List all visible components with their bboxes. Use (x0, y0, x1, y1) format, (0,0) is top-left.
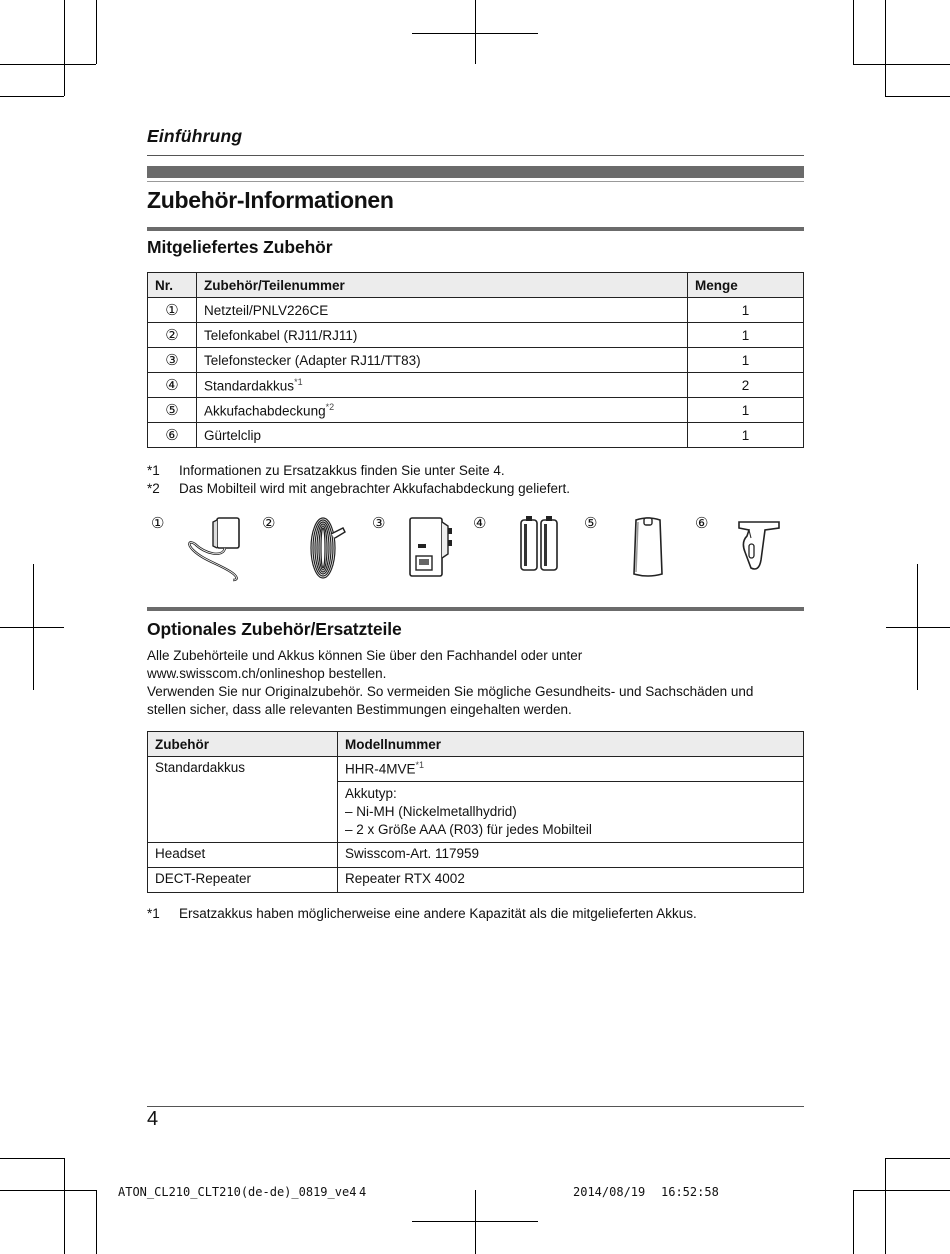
crop-mark (853, 1190, 854, 1254)
row-qty: 2 (688, 373, 804, 398)
footer-rule (147, 1106, 804, 1107)
title-bar (147, 166, 804, 178)
crop-mark (885, 1158, 886, 1254)
footnote-key: *1 (147, 906, 160, 921)
footnote-text: Das Mobilteil wird mit angebrachter Akkufachabdeckung geliefert. (179, 481, 570, 496)
row-qty: 1 (688, 348, 804, 373)
crop-mark (885, 0, 886, 96)
model-number (338, 757, 804, 782)
column-header-model: Modellnummer (338, 732, 804, 757)
model-number: Repeater RTX 4002 (338, 868, 804, 893)
row-item (197, 348, 688, 373)
crop-mark (96, 0, 97, 64)
item-name: Standardakkus (204, 378, 295, 394)
battery-type-line: – 2 x Größe AAA (R03) für jedes Mobilteil (345, 822, 592, 837)
figure-label: ④ (473, 515, 487, 532)
crop-mark (64, 1158, 65, 1254)
footnote-ref: *2 (325, 401, 335, 412)
header-rule (147, 155, 804, 156)
crop-mark (0, 64, 96, 65)
page-number: 4 (147, 1108, 159, 1130)
item-name: Akkufachabdeckung (204, 403, 326, 419)
row-number: ⑥ (148, 423, 197, 448)
supplied-table (147, 272, 804, 448)
row-item (197, 298, 688, 323)
crop-mark (853, 1190, 950, 1191)
table-row (148, 298, 804, 323)
footnote-text: Informationen zu Ersatzakkus finden Sie unter Seite 4. (179, 463, 505, 478)
paragraph-line: Verwenden Sie nur Originalzubehör. So vermeiden Sie mögliche Gesundheits- und Sachschäden und (147, 684, 754, 699)
crop-mark (64, 0, 65, 96)
phone-cable-icon (305, 514, 349, 586)
column-header-qty: Menge (688, 273, 804, 298)
crop-mark (853, 64, 950, 65)
crop-mark (885, 1158, 950, 1159)
section-header: Einführung (147, 126, 243, 146)
figure-label: ③ (372, 515, 386, 532)
row-item (197, 423, 688, 448)
row-qty: 1 (688, 323, 804, 348)
accessory-name: Standardakkus (148, 757, 338, 843)
row-item (197, 398, 688, 423)
title-bar-rule (147, 181, 804, 182)
crop-mark (886, 627, 950, 628)
footnote-ref: *1 (415, 760, 425, 770)
figure-label: ① (151, 515, 165, 532)
print-date: 2014/08/19 (573, 1185, 646, 1199)
paragraph-line: Alle Zubehörteile und Akkus können Sie über den Fachhandel oder unter (147, 648, 583, 663)
accessory-name: Headset (148, 843, 338, 868)
print-time: 16:52:58 (661, 1185, 719, 1199)
crop-mark (96, 1190, 97, 1254)
optional-table (147, 731, 804, 893)
footnote-text: Ersatzakkus haben möglicherweise eine andere Kapazität als die mitgelieferten Akkus. (179, 906, 697, 921)
paragraph-line: stellen sicher, dass alle relevanten Bestimmungen eingehalten werden. (147, 702, 572, 717)
battery-type-line: – Ni-MH (Nickelmetallhydrid) (345, 804, 517, 819)
row-number: ⑤ (148, 398, 197, 423)
item-name: Telefonstecker (Adapter RJ11/TT83) (204, 352, 421, 368)
row-item (197, 323, 688, 348)
table-row (148, 757, 804, 782)
crop-mark (0, 627, 64, 628)
figure-label: ② (262, 515, 276, 532)
page-title: Zubehör-Informationen (147, 187, 394, 213)
battery-type (338, 782, 804, 843)
crop-mark (412, 1221, 538, 1222)
row-qty: 1 (688, 298, 804, 323)
print-file-name: ATON_CL210_CLT210(de-de)_0819_ve4 (118, 1185, 357, 1199)
table-row (148, 348, 804, 373)
row-number: ④ (148, 373, 197, 398)
item-name: Gürtelclip (204, 427, 262, 443)
ac-adapter-icon (185, 514, 247, 584)
subsection-rule (147, 227, 804, 231)
row-item (197, 373, 688, 398)
crop-mark (475, 0, 476, 64)
footnote-ref: *1 (294, 376, 303, 387)
item-name: Netzteil/PNLV226CE (204, 302, 329, 318)
accessory-name: DECT-Repeater (148, 868, 338, 893)
crop-mark (412, 33, 538, 34)
belt-clip-icon (735, 514, 785, 574)
crop-mark (853, 0, 854, 64)
battery-cover-icon (628, 514, 668, 580)
table-header-row (148, 732, 804, 757)
figure-label: ⑥ (695, 515, 709, 532)
paragraph-line: www.swisscom.ch/onlineshop bestellen. (147, 666, 387, 681)
table-row (148, 843, 804, 868)
crop-mark (0, 1158, 64, 1159)
item-name: Telefonkabel (RJ11/RJ11) (204, 327, 358, 343)
optional-intro (147, 647, 807, 719)
column-header-accessory: Zubehör (148, 732, 338, 757)
crop-mark (0, 1190, 96, 1191)
column-header-item: Zubehör/Teilenummer (197, 273, 688, 298)
crop-mark (0, 96, 64, 97)
footnote-key: *1 (147, 463, 160, 478)
table-header-row (148, 273, 804, 298)
phone-plug-adapter-icon (406, 514, 456, 580)
figure-label: ⑤ (584, 515, 598, 532)
model-text: HHR-4MVE (345, 761, 416, 777)
row-qty: 1 (688, 398, 804, 423)
crop-mark (475, 1190, 476, 1254)
model-number: Swisscom-Art. 117959 (338, 843, 804, 868)
row-number: ③ (148, 348, 197, 373)
table-row (148, 868, 804, 893)
footnote-key: *2 (147, 481, 160, 496)
table-row (148, 323, 804, 348)
footnote (147, 906, 697, 921)
battery-icon (517, 514, 563, 574)
supplied-heading: Mitgeliefertes Zubehör (147, 237, 333, 257)
footnote (147, 463, 505, 478)
table-row (148, 398, 804, 423)
battery-type-label: Akkutyp: (345, 786, 397, 801)
subsection-rule (147, 607, 804, 611)
optional-heading: Optionales Zubehör/Ersatzteile (147, 619, 402, 639)
column-header-nr: Nr. (148, 273, 197, 298)
print-page: 4 (359, 1185, 367, 1199)
table-row (148, 373, 804, 398)
row-number: ① (148, 298, 197, 323)
crop-mark (885, 96, 950, 97)
table-row (148, 423, 804, 448)
footnote (147, 481, 570, 496)
row-number: ② (148, 323, 197, 348)
row-qty: 1 (688, 423, 804, 448)
